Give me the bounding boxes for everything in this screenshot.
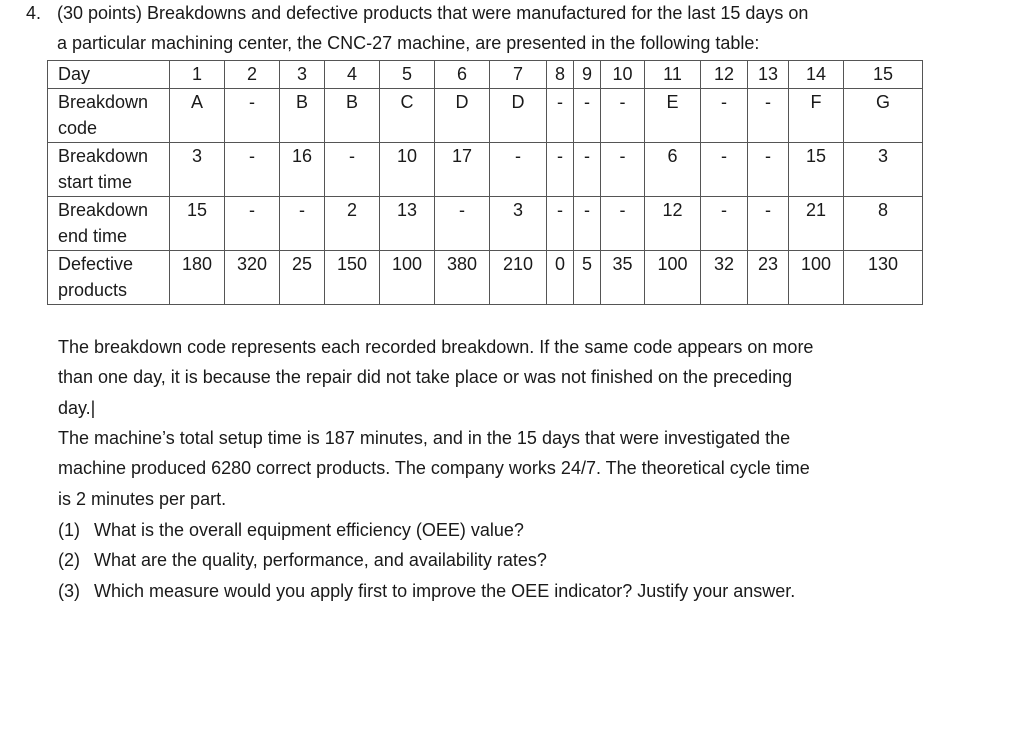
table-cell: - — [701, 89, 748, 143]
table-row — [48, 61, 923, 89]
table-cell: 130 — [844, 251, 923, 305]
question-item-text: What is the overall equipment efficiency (OEE) value? — [94, 520, 524, 540]
table-cell: 380 — [435, 251, 490, 305]
table-cell: - — [435, 197, 490, 251]
table-cell: - — [547, 197, 574, 251]
paragraph-line: The breakdown code represents each recorded breakdown. If the same code appears on more — [58, 337, 814, 357]
row-header: Day — [48, 61, 170, 89]
table-cell: 320 — [225, 251, 280, 305]
breakdown-table — [47, 60, 923, 305]
table-cell: 15 — [789, 143, 844, 197]
table-cell: - — [701, 143, 748, 197]
question-item — [58, 519, 524, 541]
question-item-number: (2) — [58, 550, 80, 570]
table-cell: 10 — [380, 143, 435, 197]
row-header: Breakdown start time — [48, 143, 170, 197]
table-cell: 12 — [701, 61, 748, 89]
table-cell: 13 — [380, 197, 435, 251]
table-cell: 180 — [170, 251, 225, 305]
table-cell: 5 — [380, 61, 435, 89]
table-cell: 0 — [547, 251, 574, 305]
table-cell: - — [574, 197, 601, 251]
table-cell: D — [435, 89, 490, 143]
table-cell: - — [490, 143, 547, 197]
table-cell: - — [748, 197, 789, 251]
table-cell: C — [380, 89, 435, 143]
question-intro-line-1: (30 points) Breakdowns and defective products that were manufactured for the last 15 days on — [57, 3, 809, 23]
table-cell: A — [170, 89, 225, 143]
table-cell: G — [844, 89, 923, 143]
table-cell: - — [225, 197, 280, 251]
table-cell: 1 — [170, 61, 225, 89]
table-cell: 15 — [844, 61, 923, 89]
table-cell: - — [225, 143, 280, 197]
table-cell: 23 — [748, 251, 789, 305]
table-cell: F — [789, 89, 844, 143]
table-cell: 13 — [748, 61, 789, 89]
paragraph-line: machine produced 6280 correct products. The company works 24/7. The theoretical cycle time — [58, 458, 810, 478]
question-item — [58, 580, 795, 602]
table-cell: 9 — [574, 61, 601, 89]
question-number: 4. — [26, 3, 42, 23]
table-cell: - — [748, 89, 789, 143]
table-row — [48, 143, 923, 197]
table-cell: 210 — [490, 251, 547, 305]
table-cell: 100 — [789, 251, 844, 305]
table-cell: - — [601, 143, 645, 197]
question-item-text: What are the quality, performance, and availability rates? — [94, 550, 547, 570]
table-cell: - — [225, 89, 280, 143]
table-cell: - — [325, 143, 380, 197]
table-cell: - — [280, 197, 325, 251]
table-cell: - — [601, 89, 645, 143]
table-cell: - — [701, 197, 748, 251]
table-cell: 32 — [701, 251, 748, 305]
table-cell: 4 — [325, 61, 380, 89]
table-cell: 2 — [225, 61, 280, 89]
table-cell: 5 — [574, 251, 601, 305]
table-cell: 6 — [435, 61, 490, 89]
question-item-number: (1) — [58, 520, 80, 540]
table-cell: 12 — [645, 197, 701, 251]
table-cell: 8 — [844, 197, 923, 251]
paragraph-line: than one day, it is because the repair did not take place or was not finished on the preceding — [58, 367, 793, 387]
question-item — [58, 549, 547, 571]
table-cell: 16 — [280, 143, 325, 197]
table-cell: 25 — [280, 251, 325, 305]
table-cell: 10 — [601, 61, 645, 89]
table-cell: 2 — [325, 197, 380, 251]
table-cell: - — [574, 143, 601, 197]
table-cell: B — [325, 89, 380, 143]
table-cell: - — [547, 143, 574, 197]
table-row — [48, 251, 923, 305]
row-header: Defective products — [48, 251, 170, 305]
table-cell: 14 — [789, 61, 844, 89]
paragraph-line: day.| — [58, 398, 96, 418]
table-cell: 15 — [170, 197, 225, 251]
question-intro-line-2: a particular machining center, the CNC-27 machine, are presented in the following table: — [57, 33, 760, 53]
table-cell: 150 — [325, 251, 380, 305]
paragraph-line: The machine’s total setup time is 187 minutes, and in the 15 days that were investigated the — [58, 428, 791, 448]
table-cell: 3 — [170, 143, 225, 197]
question-item-text: Which measure would you apply first to improve the OEE indicator? Justify your answer. — [94, 581, 796, 601]
table-cell: 3 — [490, 197, 547, 251]
table-cell: 11 — [645, 61, 701, 89]
table-cell: - — [574, 89, 601, 143]
table-cell: D — [490, 89, 547, 143]
table-cell: 3 — [280, 61, 325, 89]
table-cell: 3 — [844, 143, 923, 197]
paragraph-line: is 2 minutes per part. — [58, 489, 227, 509]
table-cell: 100 — [645, 251, 701, 305]
question-item-number: (3) — [58, 581, 80, 601]
table-cell: 6 — [645, 143, 701, 197]
table-cell: 100 — [380, 251, 435, 305]
table-cell: 17 — [435, 143, 490, 197]
table-cell: B — [280, 89, 325, 143]
table-cell: 7 — [490, 61, 547, 89]
table-cell: - — [547, 89, 574, 143]
table-cell: - — [601, 197, 645, 251]
table-cell: E — [645, 89, 701, 143]
table-row — [48, 89, 923, 143]
table-cell: 21 — [789, 197, 844, 251]
row-header: Breakdown code — [48, 89, 170, 143]
row-header: Breakdown end time — [48, 197, 170, 251]
table-cell: 35 — [601, 251, 645, 305]
table-cell: 8 — [547, 61, 574, 89]
table-row — [48, 197, 923, 251]
table-cell: - — [748, 143, 789, 197]
